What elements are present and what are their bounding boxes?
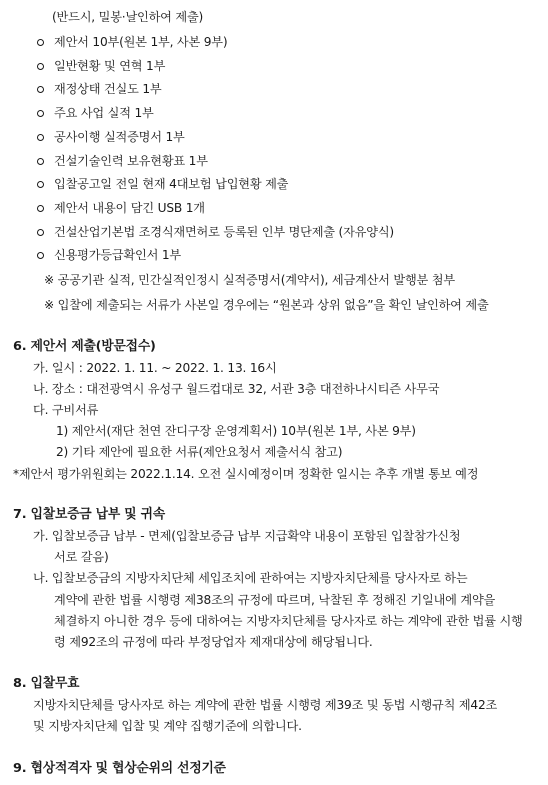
document-list-item: 입찰공고일 전일 현재 4대보험 납입현황 제출 — [54, 177, 289, 191]
circle-bullet-icon — [37, 134, 44, 141]
s8-line-2: 및 지방자치단체 입찰 및 계약 집행기준에 의합니다. — [33, 719, 302, 733]
s6-item-ga: 가. 일시 : 2022. 1. 11. ~ 2022. 1. 13. 16시 — [33, 361, 277, 375]
s7-na-line-2: 계약에 관한 법률 시행령 제38조의 규정에 따르며, 낙찰된 후 정해진 기일내에 계약을 — [54, 593, 496, 607]
s6-item-da: 다. 구비서류 — [33, 403, 99, 417]
circle-bullet-icon — [37, 158, 44, 165]
s7-ga-line-2: 서로 갈음) — [54, 550, 109, 564]
section-9-title: 9. 협상적격자 및 협상순위의 선정기준 — [13, 761, 226, 776]
note-1: ※ 공공기관 실적, 민간실적인정시 실적증명서(계약서), 세금계산서 발행분 첨부 — [44, 273, 455, 287]
s6-sub-2: 2) 기타 제안에 필요한 서류(제안요청서 제출서식 참고) — [56, 445, 343, 459]
circle-bullet-icon — [37, 252, 44, 259]
s7-na-line-1: 나. 입찰보증금의 지방자치단체 세입조치에 관하여는 지방자치단체를 당사자로 하는 — [33, 571, 468, 585]
circle-bullet-icon — [37, 63, 44, 70]
circle-bullet-icon — [37, 229, 44, 236]
document-list-item: 주요 사업 실적 1부 — [54, 106, 154, 120]
circle-bullet-icon — [37, 205, 44, 212]
document-list-item: 재정상태 건실도 1부 — [54, 82, 162, 96]
s6-note: *제안서 평가위원회는 2022.1.14. 오전 실시예정이며 정확한 일시는 추후 개별 통보 예정 — [13, 467, 479, 481]
note-2: ※ 입찰에 제출되는 서류가 사본일 경우에는 “원본과 상위 없음”을 확인 날인하여 제출 — [44, 298, 489, 312]
section-7-title: 7. 입찰보증금 납부 및 귀속 — [13, 507, 166, 522]
submission-intro: (반드시, 밀봉·날인하여 제출) — [52, 10, 204, 24]
section-8-title: 8. 입찰무효 — [13, 676, 80, 691]
document-list-item: 건설기술인력 보유현황표 1부 — [54, 154, 208, 168]
s6-sub-1: 1) 제안서(재단 천연 잔디구장 운영계획서) 10부(원본 1부, 사본 9부) — [56, 424, 416, 438]
circle-bullet-icon — [37, 39, 44, 46]
s6-item-na: 나. 장소 : 대전광역시 유성구 월드컵대로 32, 서관 3층 대전하나시티즌 사무국 — [33, 382, 440, 396]
circle-bullet-icon — [37, 181, 44, 188]
s7-ga-line-1: 가. 입찰보증금 납부 - 면제(입찰보증금 납부 지급확약 내용이 포함된 입찰참가신청 — [33, 529, 461, 543]
circle-bullet-icon — [37, 110, 44, 117]
document-list-item: 제안서 10부(원본 1부, 사본 9부) — [54, 35, 228, 49]
document-list-item: 신용평가등급확인서 1부 — [54, 248, 181, 262]
s8-line-1: 지방자치단체를 당사자로 하는 계약에 관한 법률 시행령 제39조 및 동법 시행규칙 제42조 — [33, 698, 498, 712]
s7-na-line-3: 체결하지 아니한 경우 등에 대하여는 지방자치단체를 당사자로 하는 계약에 관한 법률 시행 — [54, 614, 523, 628]
circle-bullet-icon — [37, 86, 44, 93]
s7-na-line-4: 령 제92조의 규정에 따라 부정당업자 제재대상에 해당됩니다. — [54, 635, 373, 649]
document-list-item: 제안서 내용이 담긴 USB 1개 — [54, 201, 205, 215]
document-list-item: 일반현황 및 연혁 1부 — [54, 59, 166, 73]
document-list-item: 건설산업기본법 조경식재면허로 등록된 인부 명단제출 (자유양식) — [54, 225, 394, 239]
section-6-title: 6. 제안서 제출(방문접수) — [13, 339, 156, 354]
document-list-item: 공사이행 실적증명서 1부 — [54, 130, 185, 144]
